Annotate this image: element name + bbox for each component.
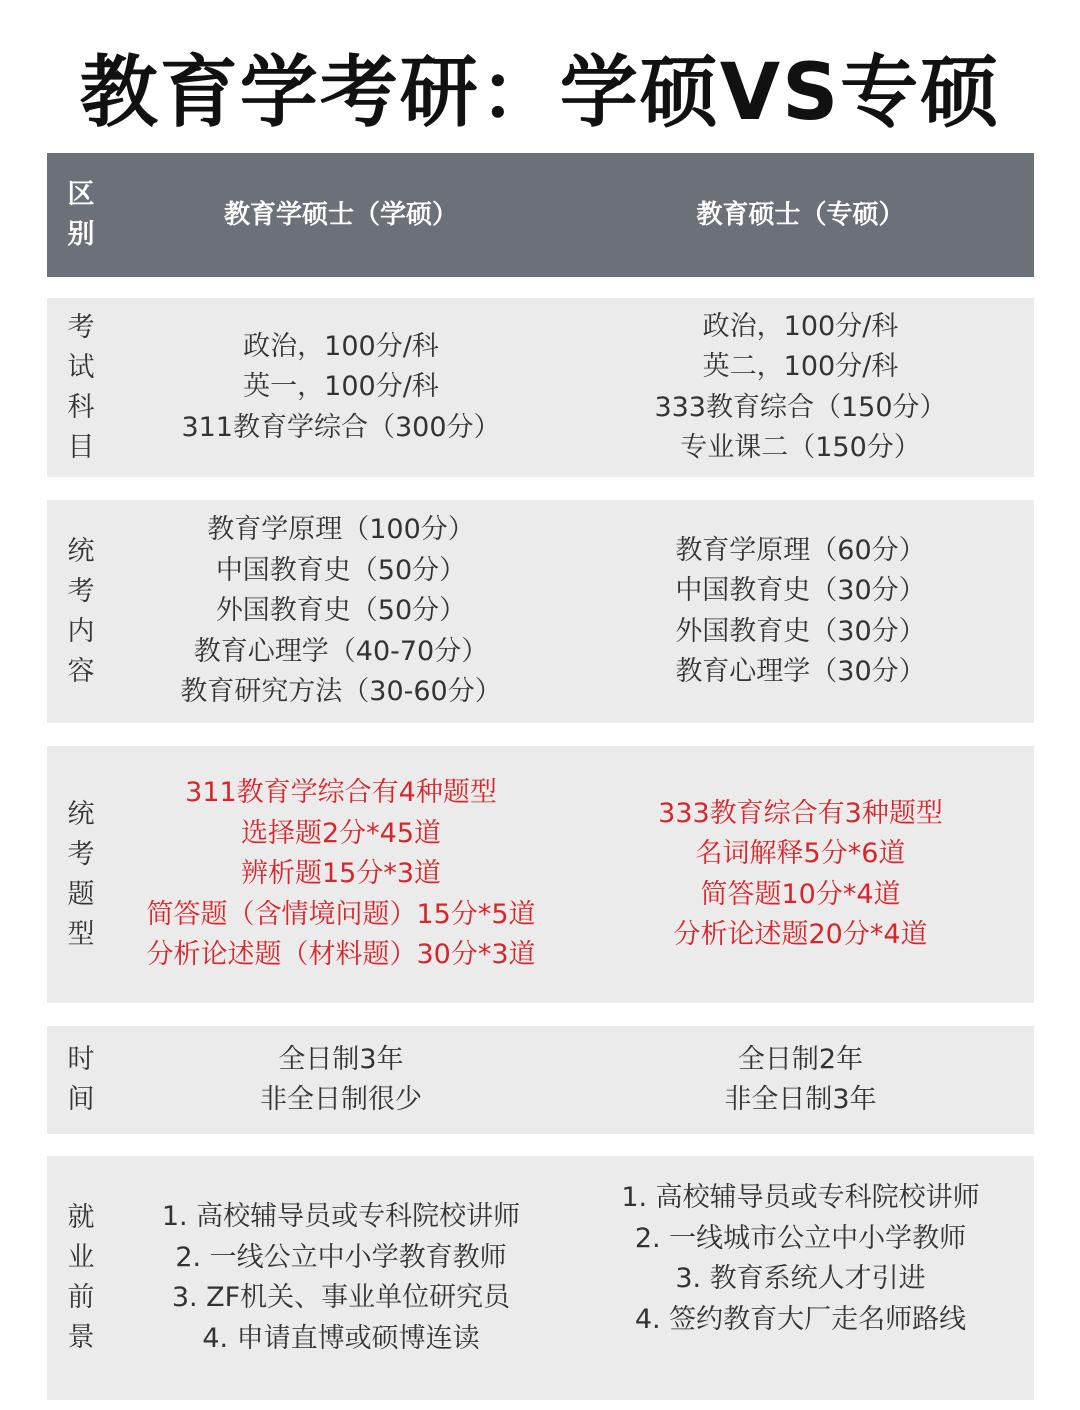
academic-cell: [115, 746, 567, 1003]
cell-line: 选择题2分*45道: [240, 817, 442, 849]
cell-line: 333教育综合（150分）: [654, 391, 947, 423]
academic-cell: [115, 1026, 567, 1134]
row-label: 就业前景: [67, 1202, 95, 1353]
professional-cell: [567, 298, 1034, 477]
cell-line: 1. 高校辅导员或专科院校讲师: [161, 1201, 521, 1232]
cell-line: 英二，100分/科: [702, 351, 899, 382]
cell-line: 非全日制很少: [260, 1084, 422, 1115]
cell-line: 1. 高校辅导员或专科院校讲师: [621, 1182, 980, 1213]
cell-line: 全日制2年: [737, 1043, 864, 1075]
cell-line: 3. ZF机关、事业单位研究员: [171, 1282, 511, 1313]
cell-line: 教育学原理（100分）: [207, 514, 475, 546]
row-label-cell: [47, 746, 115, 1003]
cell-line: 全日制3年: [278, 1043, 404, 1075]
cell-line: 辨析题15分*3道: [240, 858, 442, 890]
cell-line: 政治，100分/科: [243, 330, 439, 362]
cell-line: 4. 签约教育大厂走名师路线: [634, 1303, 967, 1335]
cell-line: 2. 一线城市公立中小学教师: [634, 1222, 967, 1254]
professional-cell: [567, 746, 1034, 1003]
academic-cell: [115, 500, 567, 723]
row-label: 时间: [67, 1044, 95, 1115]
cell-line: 名词解释5分*6道: [695, 838, 906, 869]
row-career-prospects: [47, 1156, 1034, 1400]
row-exam-subjects: [47, 298, 1034, 477]
cell-line: 311教育学综合（300分）: [181, 411, 501, 443]
header-col-professional: 教育硕士（专硕）: [696, 199, 905, 230]
professional-cell: [567, 1156, 1034, 1400]
row-label-cell: [47, 500, 115, 723]
academic-cell: [115, 1156, 567, 1400]
cell-line: 中国教育史（50分）: [215, 554, 467, 586]
cell-line: 非全日制3年: [724, 1084, 877, 1115]
cell-line: 教育学原理（60分）: [675, 534, 926, 566]
row-label-cell: [47, 1156, 115, 1400]
cell-line: 外国教育史（30分）: [675, 615, 926, 647]
cell-line: 英一，100分/科: [243, 371, 439, 403]
row-label: 考试科目: [67, 311, 95, 463]
professional-cell: [567, 1026, 1034, 1134]
row-exam-content: [47, 500, 1034, 723]
cell-line: 简答题（含情境问题）15分*5道: [146, 898, 536, 930]
table-header: [47, 153, 1034, 277]
cell-line: 3. 教育系统人才引进: [675, 1263, 926, 1294]
cell-line: 分析论述题20分*4道: [673, 919, 928, 950]
cell-line: 外国教育史（50分）: [215, 595, 467, 627]
row-label-cell: [47, 1026, 115, 1134]
row-duration: [47, 1026, 1034, 1134]
header-label-cell: [47, 153, 115, 277]
cell-line: 教育心理学（30分）: [675, 656, 926, 687]
cell-line: 311教育学综合有4种题型: [185, 777, 497, 809]
cell-line: 专业课二（150分）: [680, 432, 921, 463]
cell-line: 教育心理学（40-70分）: [193, 635, 489, 667]
professional-cell: [567, 500, 1034, 723]
academic-cell: [115, 298, 567, 477]
header-label: 区别: [67, 179, 95, 250]
row-label: 统考题型: [67, 798, 95, 950]
cell-line: 简答题10分*4道: [700, 878, 901, 910]
row-question-types: [47, 746, 1034, 1003]
row-label-cell: [47, 298, 115, 477]
cell-line: 分析论述题（材料题）30分*3道: [146, 939, 536, 971]
cell-line: 政治，100分/科: [702, 310, 899, 342]
row-label: 统考内容: [67, 535, 95, 687]
cell-line: 2. 一线公立中小学教育教师: [175, 1241, 507, 1273]
cell-line: 教育研究方法（30-60分）: [180, 676, 502, 708]
cell-line: 4. 申请直博或硕博连读: [202, 1322, 480, 1354]
header-col-academic: 教育学硕士（学硕）: [223, 199, 458, 230]
cell-line: 333教育综合有3种题型: [658, 797, 943, 829]
page-title: 教育学考研：学硕VS专硕: [79, 48, 1001, 138]
cell-line: 中国教育史（30分）: [675, 575, 926, 606]
